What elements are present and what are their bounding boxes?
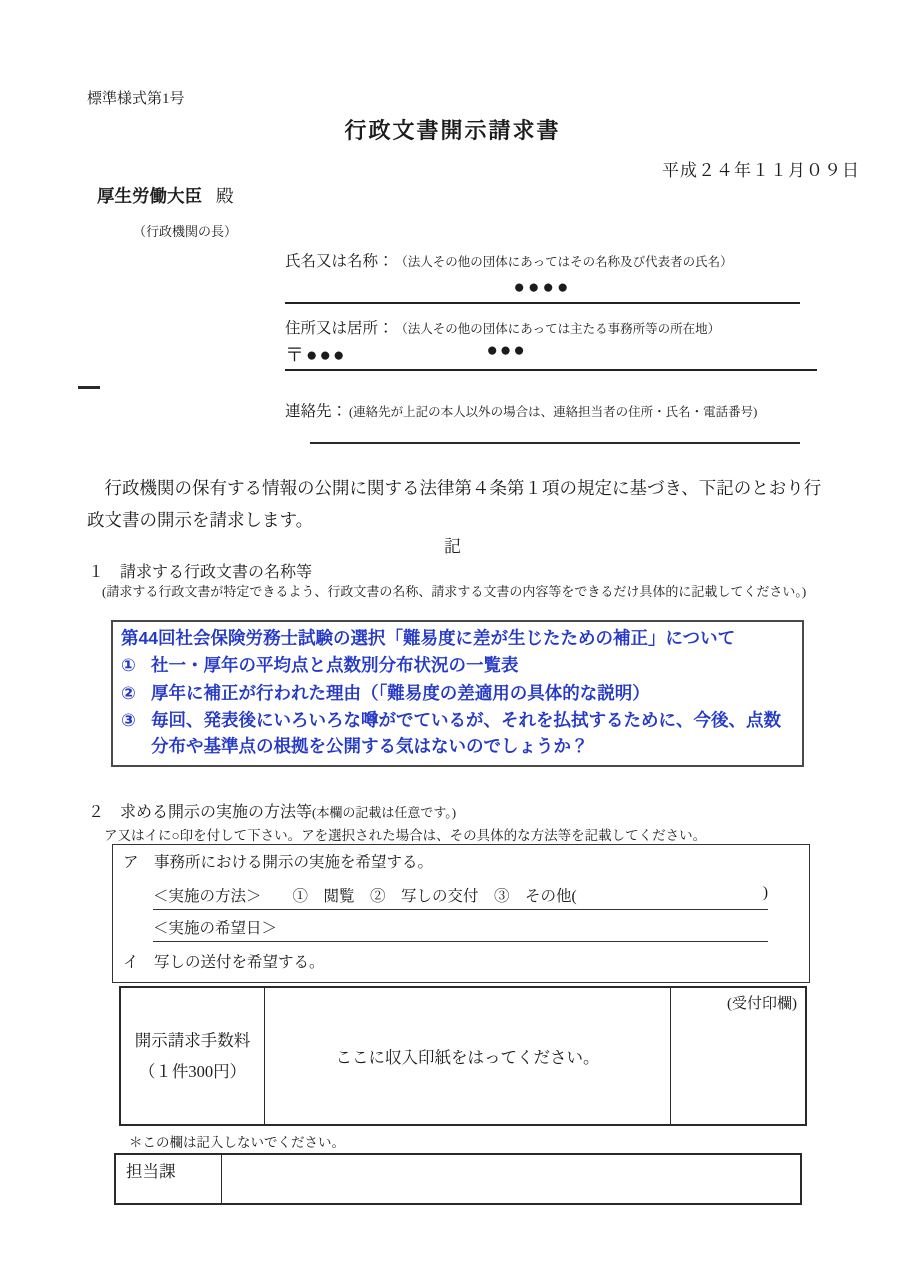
revenue-stamp-cell: ここに収入印紙をはってください。	[265, 988, 671, 1124]
document-date: 平成２４年１１月０９日	[662, 161, 860, 180]
section2-heading-main: ２ 求める開示の実施の方法等	[88, 804, 313, 821]
name-label-row	[285, 249, 733, 271]
option-b-copy-mailing: イ 写しの送付を希望する。	[123, 954, 325, 971]
addressee-honorific: 殿	[216, 186, 234, 206]
fee-label-line2: （１件300円）	[138, 1062, 247, 1081]
document-title: 行政文書開示請求書	[344, 118, 561, 143]
fold-mark	[78, 386, 100, 389]
option-a-office-disclosure: ア 事務所における開示の実施を希望する。	[123, 854, 434, 871]
item-2-marker: ②	[121, 682, 136, 703]
desired-date-row: ＜実施の希望日＞	[153, 916, 768, 942]
name-label: 氏名又は名称：	[285, 253, 394, 270]
contact-label: 連絡先：	[285, 403, 348, 420]
address-note: （法人その他の団体にあっては主たる事務所等の所在地）	[401, 322, 721, 336]
method-options: ＜実施の方法＞ ① 閲覧 ② 写しの交付 ③ その他(	[153, 888, 577, 905]
method-selection-row	[153, 884, 768, 910]
section2-heading	[88, 799, 456, 822]
method-close-paren: )	[762, 884, 768, 901]
addressee-note: （行政機関の長）	[133, 224, 238, 239]
section2-heading-note: (本欄の記載は任意です。)	[312, 805, 457, 820]
item-2-text: 厚年に補正が行われた理由（「難易度の差適用の具体的な説明）	[151, 682, 650, 703]
requested-item-1	[121, 652, 794, 678]
requested-item-2	[121, 680, 794, 706]
ki-separator: 記	[444, 537, 461, 556]
contact-note: (連絡先が上記の本人以外の場合は、連絡担当者の住所・氏名・電話番号)	[349, 405, 758, 419]
office-use-note: ＊この欄は記入しないでください。	[129, 1135, 345, 1150]
requested-documents-box	[111, 620, 804, 767]
section1-heading: １ 請求する行政文書の名称等	[88, 564, 313, 581]
section1-note: (請求する行政文書が特定できるよう、行政文書の名称、請求する文書の内容等をできるだけ具体的に記載してください。)	[102, 584, 807, 599]
address-label-row	[285, 316, 720, 338]
addressee-name: 厚生労働大臣	[97, 186, 202, 206]
request-statement-paragraph: 行政機関の保有する情報の公開に関する法律第４条第１項の規定に基づき、下記のとおり行政文書の開示を請求します。	[87, 478, 822, 530]
department-label-cell: 担当課	[116, 1155, 222, 1203]
address-town-value: ●●●	[486, 340, 527, 361]
contact-value-field	[310, 418, 800, 444]
fee-label-cell	[121, 988, 265, 1124]
name-value-field: ●●●●	[285, 277, 800, 304]
address-value-field	[285, 340, 817, 371]
requested-item-3	[121, 707, 794, 760]
department-empty-cell	[222, 1155, 800, 1203]
form-number: 標準様式第1号	[87, 91, 185, 107]
item-3-marker: ③	[121, 709, 136, 730]
department-table	[114, 1153, 802, 1205]
item-1-marker: ①	[121, 655, 136, 676]
addressee-line	[97, 183, 234, 208]
requested-documents-title: 第44回社会保険労務士試験の選択「難易度に差が生じたための補正」について	[121, 628, 736, 648]
fee-label-line1: 開示請求手数料	[134, 1030, 251, 1050]
receipt-stamp-cell: (受付印欄)	[727, 996, 797, 1012]
disclosure-method-box	[112, 844, 810, 983]
item-3-text: 毎回、発表後にいろいろな噂がでているが、それを払拭するために、今後、点数分布や基準点の根拠を公開する気はないのでしょうか？	[151, 709, 781, 756]
address-label: 住所又は居所：	[285, 320, 394, 337]
name-note: （法人その他の団体にあってはその名称及び代表者の氏名）	[401, 255, 733, 269]
item-1-text: 社一・厚年の平均点と点数別分布状況の一覧表	[151, 655, 519, 676]
address-postal-value: 〒●●●	[285, 345, 347, 366]
fee-and-stamp-table	[119, 986, 807, 1126]
section2-instruction: ア又はイに○印を付して下さい。アを選択された場合は、その具体的な方法等を記載してください。	[104, 828, 707, 843]
